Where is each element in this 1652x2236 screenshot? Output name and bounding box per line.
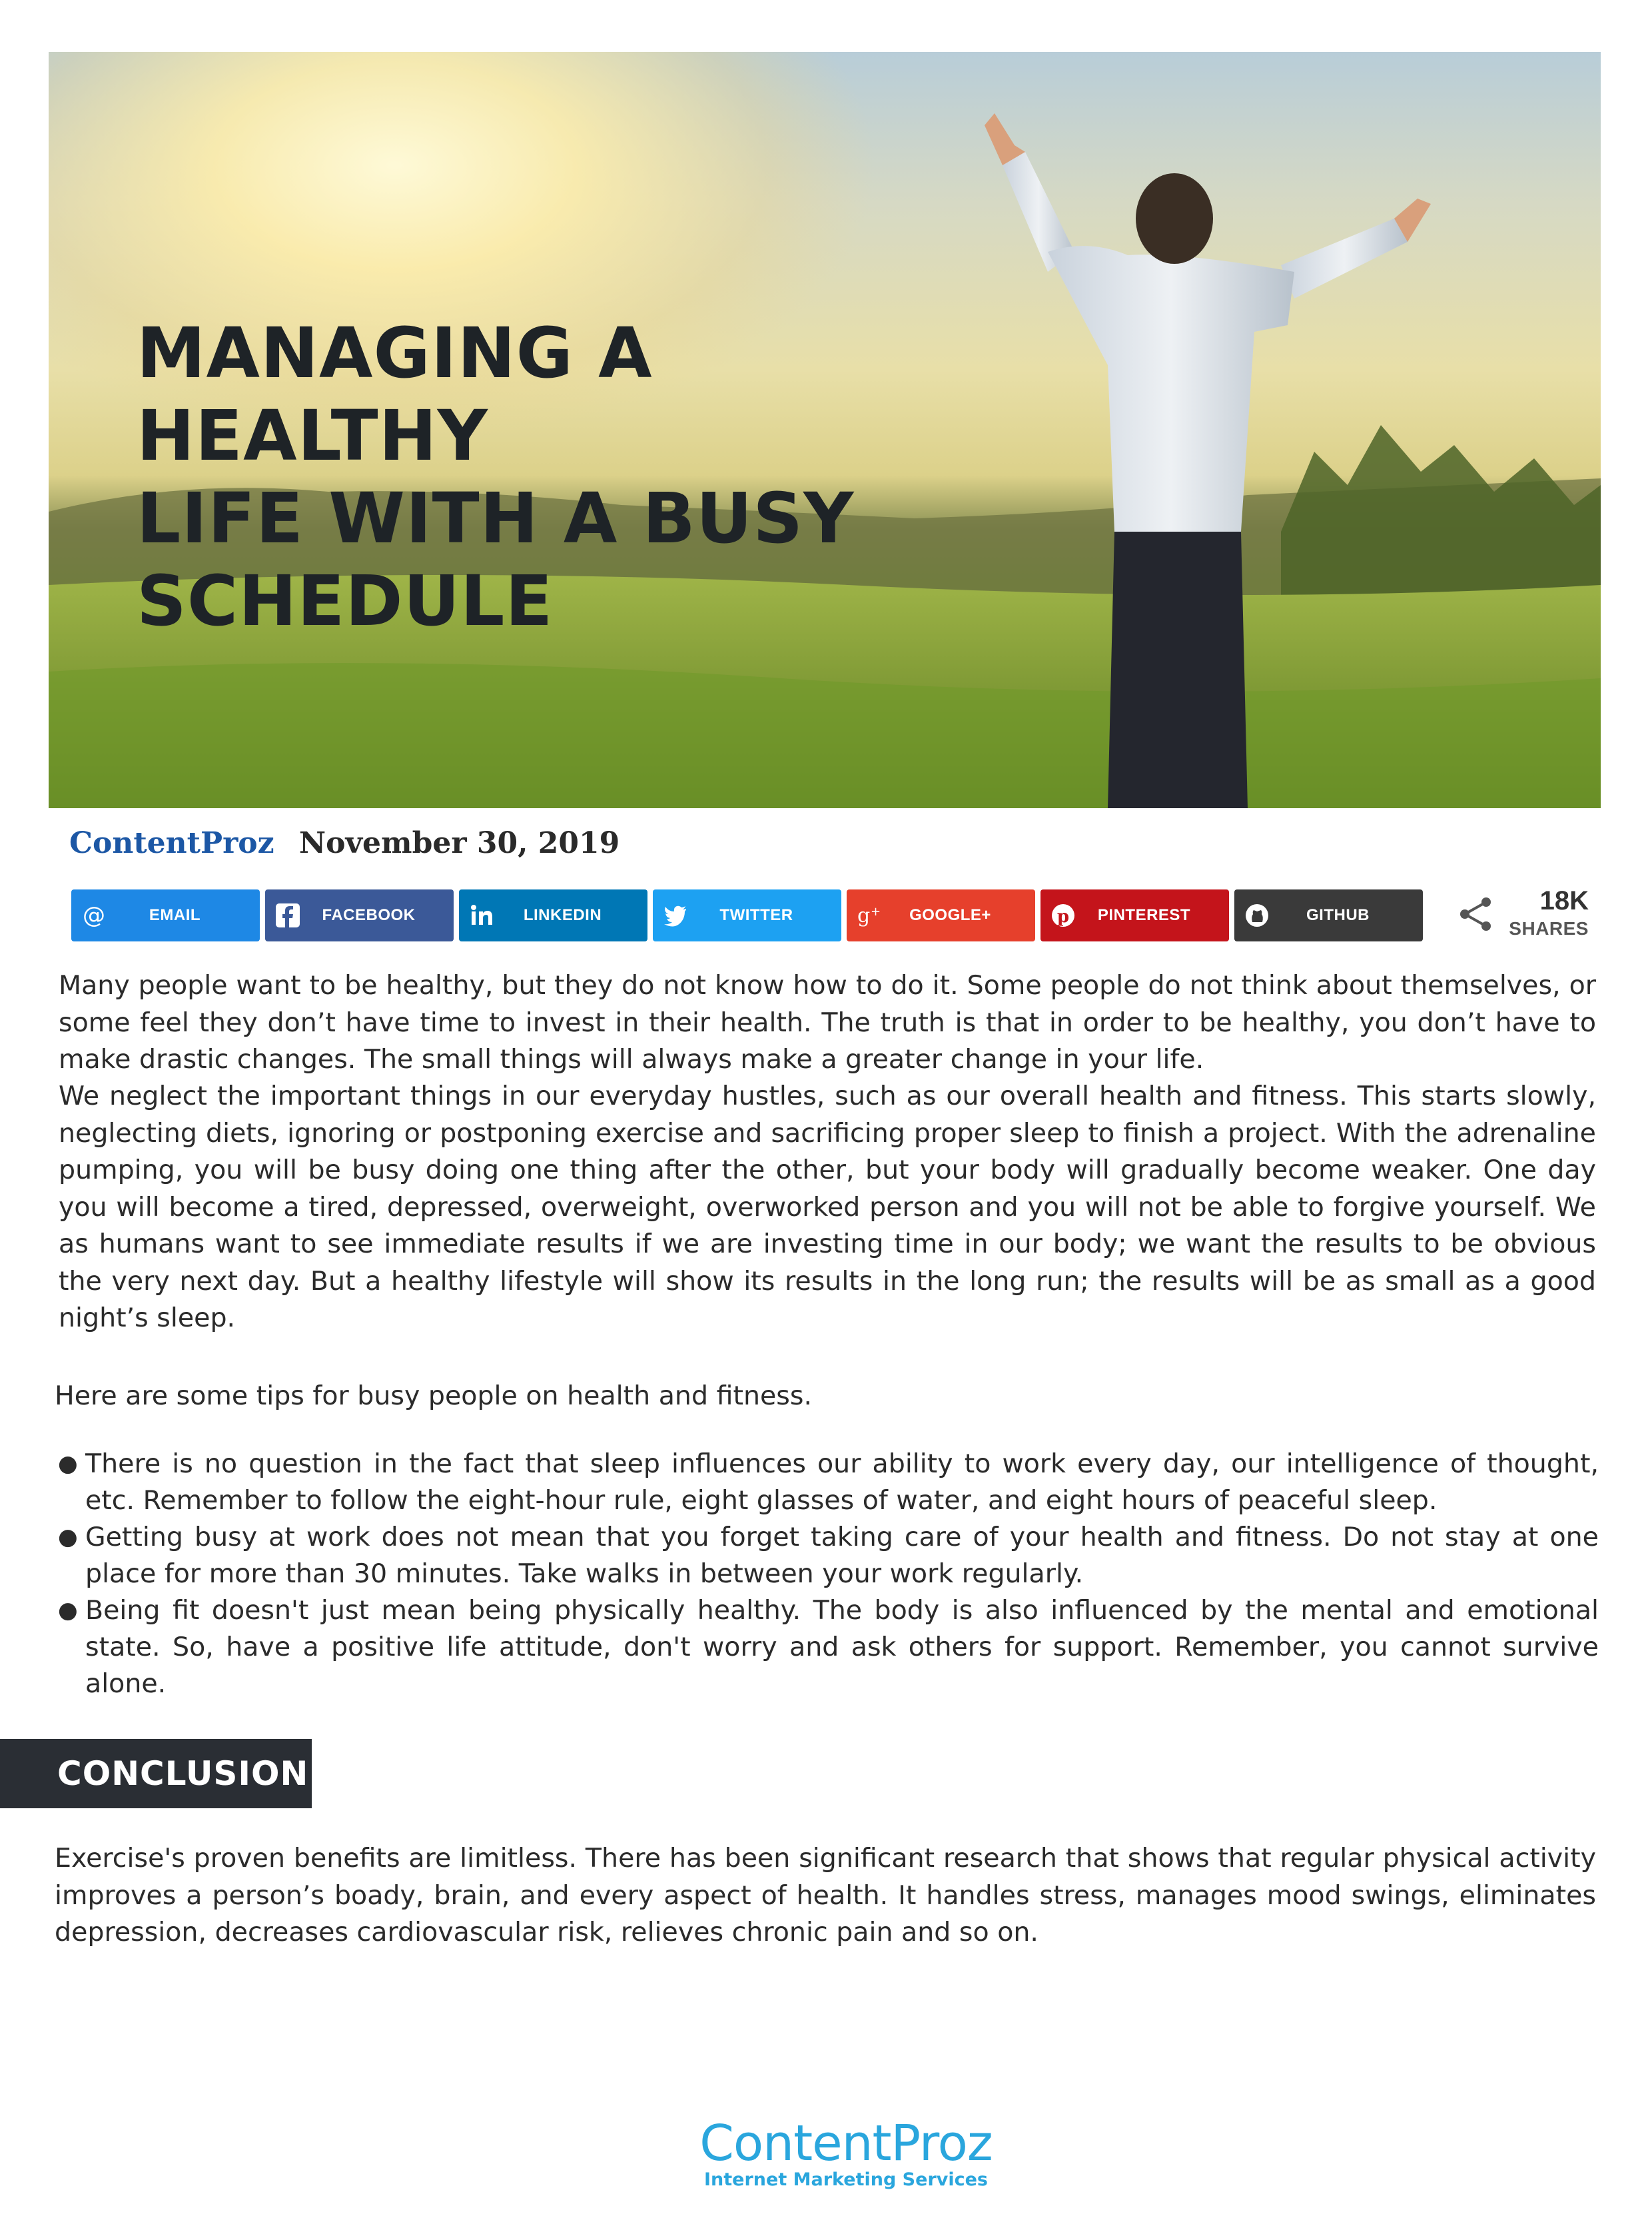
tips-list (55, 1446, 1599, 1702)
conclusion-heading (0, 1739, 312, 1808)
twitter-icon (653, 889, 698, 941)
article-meta (69, 826, 620, 860)
list-item (55, 1446, 1599, 1519)
share-count: 18K (1539, 886, 1589, 915)
body-paragraph: We neglect the important things in our everyday hustles, such as our overall health and fitness. This starts slowly, neglecting diets, ignoring or postponing exercise and sacrificing proper sleep to finish a project. With the adrenaline pumping, you will be busy doing one thing after the other, but your body will gradually become weaker. One day you will become a tired, depressed, overweight, overworked person and you will not be able to forgive yourself. We as humans want to see immediate results if we are investing time in our body; we want the results to be obvious the very next day. But a healthy lifestyle will show its results in the long run; the results will be as small as a good night’s sleep. (59, 1081, 1596, 1333)
svg-text:g: g (857, 904, 871, 927)
conclusion-heading-label: CONCLUSION (57, 1754, 309, 1793)
author-link[interactable]: ContentProz (69, 826, 274, 860)
bullet-icon: ● (58, 1450, 78, 1477)
share-icon (1455, 894, 1495, 934)
share-email-button[interactable] (71, 889, 260, 941)
share-label: GITHUB (1306, 906, 1370, 924)
svg-text:+: + (871, 905, 881, 919)
pinterest-icon (1040, 889, 1086, 941)
tips-intro: Here are some tips for busy people on health and fitness. (55, 1381, 812, 1411)
svg-text:@: @ (83, 902, 105, 929)
hero-image (49, 52, 1601, 808)
share-pinterest-button[interactable] (1040, 889, 1229, 941)
svg-text:p: p (1056, 907, 1070, 927)
share-label: TWITTER (719, 906, 793, 924)
title-line: SCHEDULE (137, 560, 554, 642)
google-plus-icon (847, 889, 892, 941)
github-icon (1234, 889, 1280, 941)
list-item (55, 1592, 1599, 1702)
at-icon (71, 889, 117, 941)
share-count-label: SHARES (1509, 918, 1589, 939)
share-twitter-button[interactable] (653, 889, 841, 941)
share-label: GOOGLE+ (909, 906, 991, 924)
share-label: PINTEREST (1097, 906, 1191, 924)
publish-date: November 30, 2019 (298, 826, 620, 860)
list-item (55, 1519, 1599, 1592)
share-label: LINKEDIN (523, 906, 602, 924)
title-line: LIFE WITH A BUSY (137, 478, 855, 559)
share-linkedin-button[interactable] (459, 889, 647, 941)
tip-text: There is no question in the fact that sleep influences our ability to work every day, our intelligence of thought, etc. Remember to follow the eight-hour rule, eight glasses of water, and eight hours of peaceful sleep. (85, 1448, 1599, 1516)
tip-text: Getting busy at work does not mean that you forget taking care of your health and fitness. Do not stay at one place for more than 30 minutes. Take walks in between your work regularly. (85, 1522, 1599, 1589)
bullet-icon: ● (58, 1524, 78, 1550)
title-line: MANAGING A HEALTHY (137, 312, 653, 476)
conclusion-paragraph: Exercise's proven benefits are limitless. There has been significant research that shows that regular physical activity improves a person’s boady, brain, and every aspect of health. It handles stress, manages mood swings, eliminates depression, decreases cardiovascular risk, relieves chronic pain and so on. (55, 1843, 1596, 1948)
intro-paragraph: Many people want to be healthy, but they do not know how to do it. Some people do not think about themselves, or some feel they don’t have time to invest in their health. The truth is that in order to be healthy, you don’t have to make drastic changes. The small things will always make a greater change in your life. (59, 970, 1596, 1075)
linkedin-icon (459, 889, 504, 941)
facebook-icon (265, 889, 310, 941)
share-counter (1455, 886, 1595, 946)
article-title (137, 312, 1003, 642)
share-github-button[interactable] (1234, 889, 1423, 941)
share-google-plus-button[interactable] (847, 889, 1035, 941)
logo-brand: ContentProz (699, 2115, 993, 2172)
share-facebook-button[interactable] (265, 889, 454, 941)
bullet-icon: ● (58, 1597, 78, 1624)
share-label: EMAIL (149, 906, 201, 924)
tip-text: Being fit doesn't just mean being physically healthy. The body is also influenced by the mental and emotional state. So, have a positive life attitude, don't worry and ask others for support. Remember, you cannot survive alone. (85, 1595, 1599, 1699)
share-label: FACEBOOK (322, 906, 416, 924)
footer-logo (679, 2115, 1013, 2199)
logo-tagline: Internet Marketing Services (703, 2169, 988, 2190)
